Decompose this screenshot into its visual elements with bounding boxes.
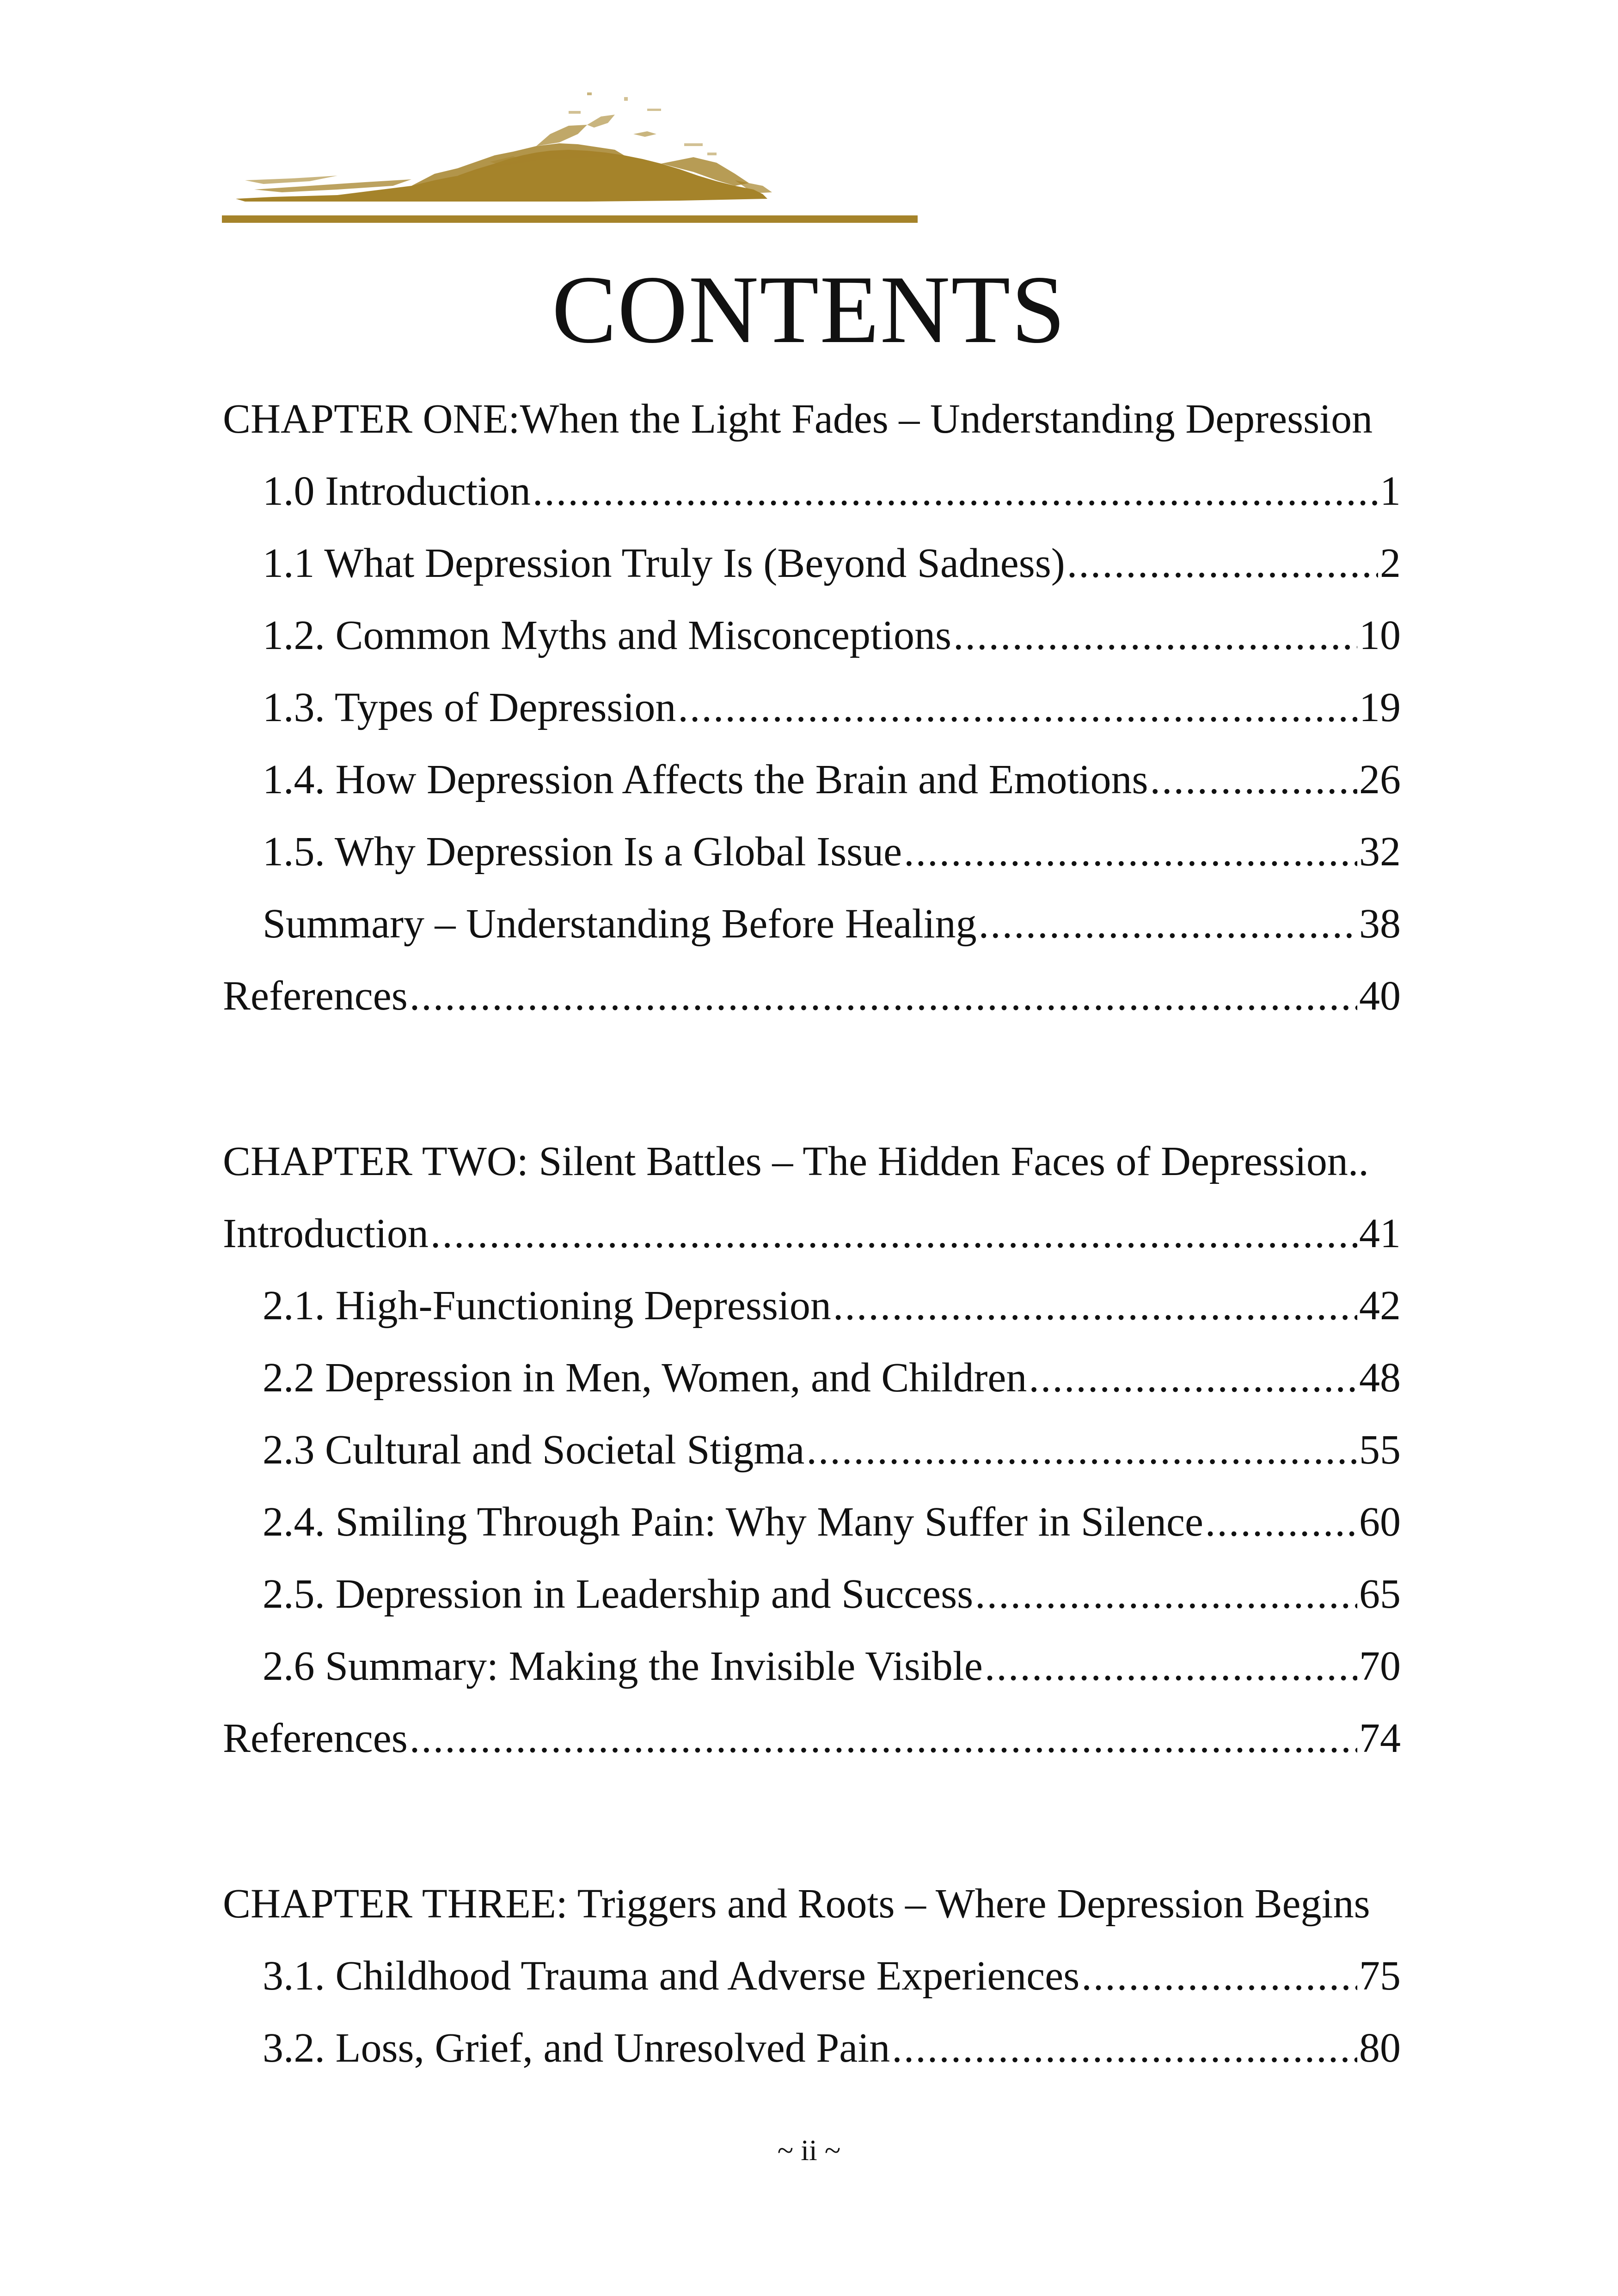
dot-leader (410, 1713, 1357, 1764)
toc-entry-page: 75 (1359, 1953, 1401, 1999)
toc-entry-label: 1.2. Common Myths and Misconceptions (263, 612, 951, 658)
toc-entry-label: 1.0 Introduction (263, 468, 531, 514)
toc-entry[interactable] (263, 1425, 1401, 1476)
toc-entry-page: 26 (1359, 757, 1401, 802)
dot-leader (430, 1208, 1357, 1259)
chapter-heading-text: CHAPTER TWO: Silent Battles – The Hidden Faces of Depression.. (223, 1139, 1369, 1184)
chapter-heading[interactable] (223, 1879, 1401, 1929)
dot-leader (806, 1425, 1357, 1476)
toc-entry-label: 2.2 Depression in Men, Women, and Children (263, 1355, 1027, 1401)
toc-entry-label: References (223, 1715, 408, 1761)
page-title: CONTENTS (552, 256, 1066, 363)
toc-entry-label: Summary – Understanding Before Healing (263, 901, 977, 947)
toc-entry[interactable] (263, 2023, 1401, 2074)
dot-leader (1150, 754, 1357, 805)
chapter-heading-text: CHAPTER ONE:When the Light Fades – Understanding Depression (223, 396, 1373, 442)
dot-leader (892, 2023, 1357, 2074)
toc-entry[interactable] (263, 1497, 1401, 1548)
toc-entry-label: References (223, 973, 408, 1019)
toc-entry[interactable] (263, 754, 1401, 805)
toc-entry[interactable] (263, 682, 1401, 733)
toc-entry-page: 74 (1359, 1715, 1401, 1761)
dot-leader (975, 1569, 1357, 1620)
toc-entry[interactable] (223, 1208, 1401, 1259)
toc-entry-page: 80 (1359, 2025, 1401, 2071)
dot-leader (985, 1641, 1357, 1692)
dot-leader (410, 971, 1357, 1022)
toc-entry[interactable] (263, 538, 1401, 589)
page-number-footer: ~ ii ~ (777, 2134, 841, 2167)
dot-leader (953, 610, 1357, 661)
chapter-heading[interactable] (223, 394, 1401, 445)
dot-leader (904, 827, 1357, 877)
toc-entry-page: 1 (1380, 468, 1401, 514)
dot-leader (1029, 1353, 1357, 1403)
toc-entry[interactable] (263, 1641, 1401, 1692)
dot-leader (1205, 1497, 1357, 1548)
toc-entry[interactable] (263, 827, 1401, 877)
toc-entry[interactable] (263, 1951, 1401, 2002)
toc-entry-page: 55 (1359, 1427, 1401, 1473)
toc-entry-label: 1.3. Types of Depression (263, 685, 676, 730)
toc-entry[interactable] (263, 610, 1401, 661)
toc-entry-label: 3.2. Loss, Grief, and Unresolved Pain (263, 2025, 890, 2071)
toc-entry-label: 2.3 Cultural and Societal Stigma (263, 1427, 805, 1473)
dot-leader (833, 1280, 1357, 1331)
toc-entry-page: 38 (1359, 901, 1401, 947)
toc-entry-page: 65 (1359, 1571, 1401, 1617)
toc-entry-label: 2.4. Smiling Through Pain: Why Many Suffer in Silence (263, 1499, 1203, 1545)
toc-entry[interactable] (263, 899, 1401, 949)
toc-entry-page: 60 (1359, 1499, 1401, 1545)
toc-entry-page: 10 (1359, 612, 1401, 658)
toc-entry-page: 2 (1380, 540, 1401, 586)
dot-leader (1067, 538, 1378, 589)
toc-entry[interactable] (263, 1280, 1401, 1331)
dot-leader (979, 899, 1357, 949)
chapter-heading-text: CHAPTER THREE: Triggers and Roots – Where Depression Begins (223, 1881, 1370, 1927)
toc-entry-page: 19 (1359, 685, 1401, 730)
toc-references-entry[interactable] (223, 971, 1401, 1022)
toc-entry-page: 42 (1359, 1283, 1401, 1329)
toc-entry-label: Introduction (223, 1211, 429, 1256)
toc-entry-label: 2.6 Summary: Making the Invisible Visible (263, 1643, 983, 1689)
gold-brushstroke-ornament-icon (217, 65, 938, 231)
dot-leader (1081, 1951, 1357, 2002)
dot-leader (533, 466, 1378, 517)
toc-entry-page: 70 (1359, 1643, 1401, 1689)
toc-entry-label: 1.5. Why Depression Is a Global Issue (263, 829, 902, 875)
toc-entry-label: 1.4. How Depression Affects the Brain and Emotions (263, 757, 1148, 802)
toc-entry[interactable] (263, 1353, 1401, 1403)
toc-entry-page: 32 (1359, 829, 1401, 875)
toc-references-entry[interactable] (223, 1713, 1401, 1764)
chapter-heading[interactable] (223, 1136, 1401, 1187)
toc-entry[interactable] (263, 466, 1401, 517)
dot-leader (678, 682, 1357, 733)
toc-entry-page: 41 (1359, 1211, 1401, 1256)
toc-entry[interactable] (263, 1569, 1401, 1620)
toc-entry-label: 3.1. Childhood Trauma and Adverse Experiences (263, 1953, 1080, 1999)
toc-entry-label: 2.5. Depression in Leadership and Success (263, 1571, 974, 1617)
toc-entry-label: 1.1 What Depression Truly Is (Beyond Sadness) (263, 540, 1065, 586)
toc-entry-label: 2.1. High-Functioning Depression (263, 1283, 831, 1329)
toc-entry-page: 40 (1359, 973, 1401, 1019)
toc-entry-page: 48 (1359, 1355, 1401, 1401)
